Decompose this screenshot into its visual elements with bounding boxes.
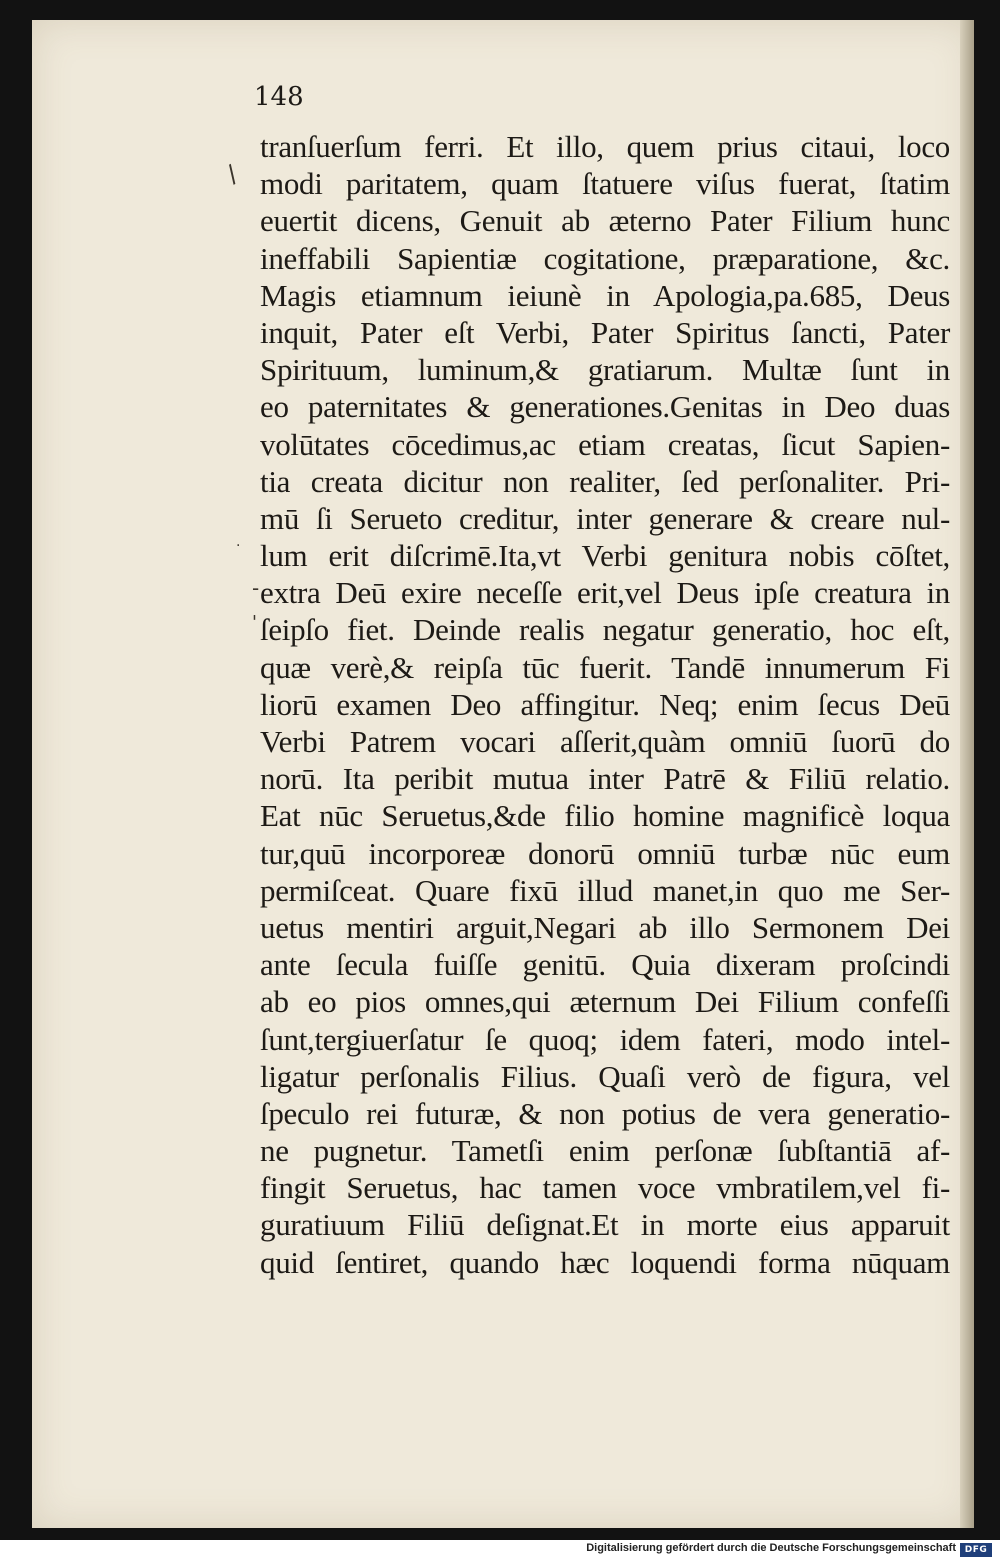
text-line: ſunt,tergiuerſatur ſe quoq; idem fateri, modo intel- (260, 1021, 950, 1057)
text-line: Spirituum, luminum,& gratiarum. Multæ ſunt in (260, 352, 950, 388)
text-line: fingit Seruetus, hac tamen voce vmbratilem,vel fi- (260, 1170, 950, 1206)
text-line: liorū examen Deo affingitur. Neq; enim ſecus Deū (260, 686, 950, 722)
page-number: 148 (254, 82, 304, 112)
text-line: ſpeculo rei futuræ, & non potius de vera generatio- (260, 1095, 950, 1131)
funding-credit: Digitalisierung gefördert durch die Deutsche Forschungsgemeinschaft (586, 1542, 956, 1554)
margin-mark: / (221, 159, 243, 189)
text-line: eo paternitates & generationes.Genitas in Deo duas (260, 389, 950, 425)
text-line: tia creata dicitur non realiter, ſed perſonaliter. Pri- (260, 463, 950, 499)
text-line: ab eo pios omnes,qui æternum Dei Filium confeſſi (260, 984, 950, 1020)
text-line: ante ſecula fuiſſe genitū. Quia dixeram proſcindi (260, 947, 950, 983)
text-line: inquit, Pater eſt Verbi, Pater Spiritus ſancti, Pater (260, 314, 950, 350)
footer-bar (0, 1540, 1000, 1560)
text-line: ne pugnetur. Tametſi enim perſonæ ſubſtantiā af- (260, 1133, 950, 1169)
text-line: tur,quū incorporeæ donorū omniū turbæ nūc eum (260, 835, 950, 871)
text-line: Magis etiamnum ieiunè in Apologia,pa.685, Deus (260, 277, 950, 313)
text-line: guratiuum Filiū deſignat.Et in morte eius apparuit (260, 1207, 950, 1243)
margin-mark: ' (252, 612, 257, 633)
text-line: extra Deū exire neceſſe erit,vel Deus ipſe creatura in (260, 575, 950, 611)
text-line: uetus mentiri arguit,Negari ab illo Sermonem Dei (260, 909, 950, 945)
text-line: permiſceat. Quare fixū illud manet,in quo me Ser- (260, 872, 950, 908)
dfg-logo: DFG (960, 1543, 992, 1557)
margin-mark: · (236, 538, 241, 554)
text-line: tranſuerſum ferri. Et illo, quem prius citaui, loco (260, 129, 950, 164)
text-line: quid ſentiret, quando hæc loquendi forma nūquam (260, 1244, 950, 1280)
text-line: Verbi Patrem vocari aſſerit,quàm omniū ſuorū do (260, 724, 950, 759)
margin-mark: - (252, 576, 260, 600)
text-line: ligatur perſonalis Filius. Quaſi verò de figura, vel (260, 1058, 950, 1094)
book-page (32, 20, 974, 1528)
text-line: euertit dicens, Genuit ab æterno Pater Filium hunc (260, 203, 950, 239)
text-block (260, 128, 950, 1281)
text-line: ſeipſo fiet. Deinde realis negatur generatio, hoc eſt, (260, 612, 950, 648)
text-line: Eat nūc Seruetus,&de filio homine magnificè loqua (260, 798, 950, 834)
text-line: lum erit diſcrimē.Ita,vt Verbi genitura nobis cōſtet, (260, 538, 950, 574)
text-line: mū ſi Serueto creditur, inter generare & creare nul- (260, 500, 950, 536)
text-line: modi paritatem, quam ſtatuere viſus fuerat, ſtatim (260, 166, 950, 202)
text-line: volūtates cōcedimus,ac etiam creatas, ſicut Sapien- (260, 426, 950, 462)
text-line: quæ verè,& reipſa tūc fuerit. Tandē innumerum Fi (260, 649, 950, 685)
text-line: norū. Ita peribit mutua inter Patrē & Filiū relatio. (260, 761, 950, 797)
page-edge (960, 20, 974, 1528)
text-line: ineffabili Sapientiæ cogitatione, præparatione, &c. (260, 240, 950, 276)
